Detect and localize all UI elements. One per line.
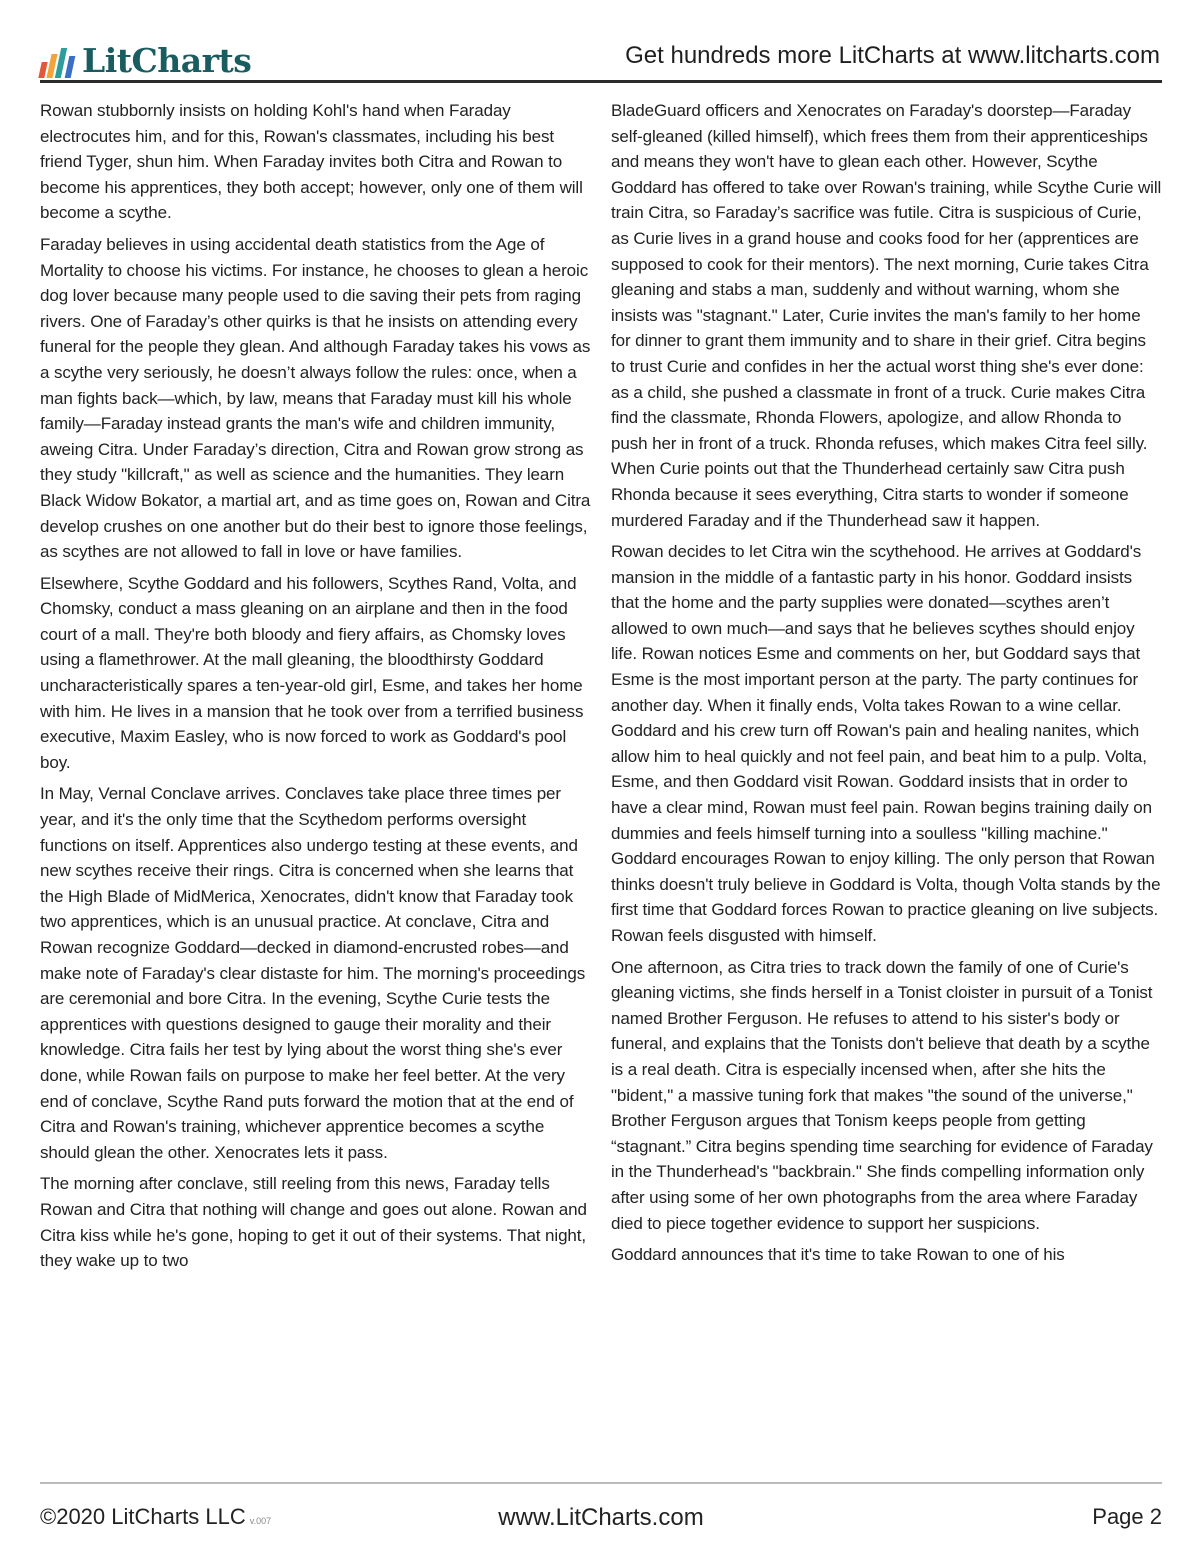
paragraph: Goddard announces that it's time to take Rowan to one of his bbox=[611, 1245, 1065, 1265]
copyright-text: ©2020 LitCharts LLC bbox=[40, 1504, 246, 1529]
paragraph: Faraday believes in using accidental death statistics from the Age of Mortality to choose his victims. For instance, he chooses to glean a heroic dog lover because many people used to die saving their pets from raging rivers. One of Faraday’s other quirks is that he insists on attending every funeral for the people they glean. And although Faraday takes his vows as a scythe very seriously, he doesn’t always follow the rules: once, when a man fights back—which, by law, means that Faraday must kill his whole family—Faraday instead grants the man's wife and children immunity, aweing Citra. Under Faraday’s direction, Citra and Rowan grow strong as they study "killcraft," as well as science and the humanities. They learn Black Widow Bokator, a martial art, and as time goes on, Rowan and Citra develop crushes on one another but do their best to ignore those feelings, as scythes are not allowed to fall in love or have families. bbox=[40, 234, 591, 562]
page-number: Page 2 bbox=[1092, 1504, 1162, 1529]
paragraph: The morning after conclave, still reeling from this news, Faraday tells Rowan and Citra that nothing will change and goes out alone. Rowan and Citra kiss while he's gone, hoping to get it out of their systems. That night, they wake up to two bbox=[40, 1174, 587, 1271]
footer-site-link[interactable]: www.LitCharts.com bbox=[498, 1504, 704, 1531]
body-columns bbox=[40, 98, 1162, 1470]
litcharts-logo[interactable] bbox=[40, 38, 251, 78]
paragraph: Rowan decides to let Citra win the scythehood. He arrives at Goddard's mansion in the middle of a fantastic party in his honor. Goddard insists that the home and the party supplies were donated—scythes aren’t allowed to own much—and says that he believes scythes should enjoy life. Rowan notices Esme and comments on her, but Goddard says that Esme is the most important person at the party. The party continues for another day. When it finally ends, Volta takes Rowan to a wine cellar. Goddard and his crew turn off Rowan's pain and healing nanites, which allow him to heal quickly and not feel pain, and beat him to a pulp. Volta, Esme, and then Goddard visit Rowan. Goddard insists that in order to have a clear mind, Rowan must feel pain. Rowan begins training daily on dummies and feels himself turning into a soulless "killing machine." Goddard encourages Rowan to enjoy killing. The only person that Rowan thinks doesn't truly believe in Goddard is Volta, though Volta stands by the first time that Goddard forces Rowan to practice gleaning on live subjects. Rowan feels disgusted with himself. bbox=[611, 542, 1161, 945]
logo-text: LitCharts bbox=[82, 41, 252, 80]
paragraph: Elsewhere, Scythe Goddard and his followers, Scythes Rand, Volta, and Chomsky, conduct a mass gleaning on an airplane and then in the food court of a mall. They're both bloody and fiery affairs, as Chomsky loves using a flamethrower. At the mall gleaning, the bloodthirsty Goddard uncharacteristically spares a ten-year-old girl, Esme, and takes her home with him. He lives in a mansion that he took over from a terrified business executive, Maxim Easley, who is now forced to work as Goddard's pool boy. bbox=[40, 573, 584, 772]
page-header bbox=[40, 34, 1162, 83]
paragraph: Rowan stubbornly insists on holding Kohl's hand when Faraday electrocutes him, and for this, Rowan's classmates, including his best friend Tyger, shun him. When Faraday invites both Citra and Rowan to become his apprentices, they both accept; however, only one of them will become a scythe. bbox=[40, 101, 583, 223]
right-column bbox=[611, 98, 1162, 1470]
paragraph: BladeGuard officers and Xenocrates on Faraday's doorstep—Faraday self-gleaned (killed himself), which frees them from their apprenticeships and means they won't have to glean each other. However, Scythe Goddard has offered to take over Rowan's training, while Scythe Curie will train Citra, so Faraday’s sacrifice was futile. Citra is suspicious of Curie, as Curie lives in a grand house and cooks food for her (apprentices are supposed to cook for their mentors). The next morning, Curie takes Citra gleaning and stabs a man, suddenly and without warning, whom she insists was "stagnant." Later, Curie invites the man's family to her home for dinner to grant them immunity and to share in their grief. Citra begins to trust Curie and confides in her the actual worst thing she's ever done: as a child, she pushed a classmate in front of a truck. Curie makes Citra find the classmate, Rhonda Flowers, apologize, and allow Rhonda to push her in front of a truck. Rhonda refuses, which makes Citra feel silly. When Curie points out that the Thunderhead certainly saw Citra push Rhonda because it sees everything, Citra starts to wonder if someone murdered Faraday and if the Thunderhead saw it happen. bbox=[611, 101, 1162, 530]
page-footer bbox=[40, 1482, 1162, 1534]
logo-bars-icon bbox=[40, 48, 76, 78]
version: v.007 bbox=[249, 1516, 272, 1526]
paragraph: One afternoon, as Citra tries to track down the family of one of Curie's gleaning victims, she finds herself in a Tonist cloister in pursuit of a Tonist named Brother Ferguson. He refuses to attend to his sister's body or funeral, and explains that the Tonists don't believe that death by a scythe is a real death. Citra is especially incensed when, after she hits the "bident," a massive tuning fork that makes "the sound of the universe," Brother Ferguson argues that Tonism keeps people from getting “stagnant.” Citra begins spending time searching for evidence of Faraday in the Thunderhead's "backbrain." She finds compelling information only after using some of her own photographs from the area where Faraday died to piece together evidence to support her suspicions. bbox=[611, 957, 1153, 1233]
header-tagline-link[interactable]: Get hundreds more LitCharts at www.litcharts.com bbox=[625, 42, 1160, 69]
left-column bbox=[40, 98, 591, 1470]
paragraph: In May, Vernal Conclave arrives. Conclaves take place three times per year, and it's the only time that the Scythedom performs oversight functions on itself. Apprentices also undergo testing at these events, and new scythes receive their rings. Citra is concerned when she learns that the High Blade of MidMerica, Xenocrates, didn't know that Faraday took two apprentices, which is an unusual practice. At conclave, Citra and Rowan recognize Goddard—decked in diamond-encrusted robes—and make note of Faraday's clear distaste for him. The morning's proceedings are ceremonial and bore Citra. In the evening, Scythe Curie tests the apprentices with questions designed to gauge their morality and their knowledge. Citra fails her test by lying about the worst thing she's ever done, while Rowan fails on purpose to make her feel better. At the very end of conclave, Scythe Rand puts forward the motion that at the end of Citra and Rowan's training, whichever apprentice becomes a scythe should glean the other. Xenocrates lets it pass. bbox=[40, 784, 586, 1162]
